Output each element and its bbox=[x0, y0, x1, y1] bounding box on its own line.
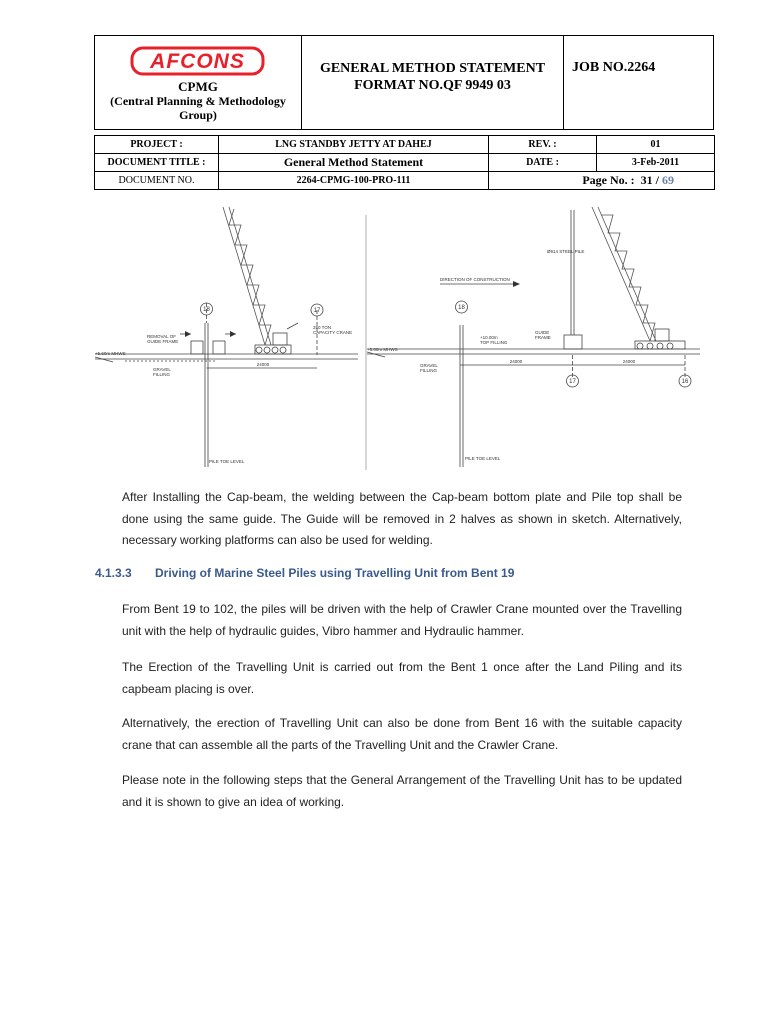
paragraph-welding: After Installing the Cap-beam, the welding between the Cap-beam bottom plate and Pile top shall be done using the same guide. The Guide will be removed in 2 halves as shown in sketch. Alternatively, necessary working platforms can also be used for welding. bbox=[122, 490, 682, 547]
project-value: LNG STANDBY JETTY AT DAHEJ bbox=[219, 136, 489, 154]
direction-label: DIRECTION OF CONSTRUCTION bbox=[440, 277, 510, 282]
right-gravel-label-1: GRAVEL bbox=[420, 363, 438, 368]
right-dim-2: 24000 bbox=[622, 359, 636, 364]
paragraph-alternative: Alternatively, the erection of Travelling Unit can also be done from Bent 16 with the suitable capacity crane that can assemble all the parts of the Travelling Unit and the Crawler Crane. bbox=[122, 716, 682, 752]
header-box bbox=[94, 35, 714, 130]
project-label: PROJECT : bbox=[95, 136, 219, 154]
removal-label-1: REMOVAL OF bbox=[147, 334, 177, 339]
guide-label-1: GUIDE bbox=[535, 330, 550, 335]
paragraph-note: Please note in the following steps that the General Arrangement of the Travelling Unit has to be updated and it is shown to give an idea of working. bbox=[122, 773, 682, 809]
header-job-cell bbox=[564, 36, 713, 129]
left-dim: 24000 bbox=[256, 362, 270, 367]
right-bent-17: 17 bbox=[569, 379, 576, 385]
left-crane-boom bbox=[223, 207, 271, 345]
header-org-cell bbox=[95, 36, 302, 129]
filling-label-2: TOP FILLING bbox=[480, 340, 508, 345]
paragraph-erection: The Erection of the Travelling Unit is carried out from the Bent 1 once after the Land Piling and its capbeam placing is over. bbox=[122, 660, 682, 696]
filling-label-1: +10.00m bbox=[480, 335, 498, 340]
rev-value: 01 bbox=[597, 136, 715, 154]
construction-sketch bbox=[95, 205, 705, 470]
document-heading bbox=[302, 60, 563, 94]
left-arrow-icon bbox=[185, 331, 191, 337]
left-gravel-label-1: GRAVEL bbox=[153, 367, 171, 372]
section-number: 4.1.3.3 bbox=[95, 566, 132, 580]
right-sketch bbox=[367, 210, 700, 467]
right-bent-18: 18 bbox=[458, 305, 465, 311]
date-label: DATE : bbox=[489, 154, 597, 172]
rev-label: REV. : bbox=[489, 136, 597, 154]
doc-title-label: DOCUMENT TITLE : bbox=[95, 154, 219, 172]
right-toe-label: PILE TOE LEVEL bbox=[465, 456, 501, 461]
right-gravel-label-2: FILLING bbox=[420, 368, 438, 373]
removal-label-2: GUIDE FRAME bbox=[147, 339, 179, 344]
left-sketch-labels bbox=[95, 307, 352, 464]
afcons-logo bbox=[130, 46, 265, 76]
page-separator: / bbox=[655, 173, 659, 187]
right-sketch-labels bbox=[367, 249, 689, 461]
section-heading bbox=[95, 566, 514, 580]
page-current: 31 bbox=[640, 173, 653, 187]
document-info-table bbox=[94, 135, 715, 190]
org-name: CPMG bbox=[178, 79, 218, 94]
right-level-label: +5.60m MHWS bbox=[367, 347, 398, 352]
right-bent-16: 16 bbox=[681, 379, 689, 385]
left-bent-18: 18 bbox=[203, 307, 210, 313]
steel-pile-label: Ø914 STEEL PILE bbox=[547, 249, 585, 254]
heading-line-1: GENERAL METHOD STATEMENT bbox=[319, 61, 546, 76]
right-crane-boom bbox=[592, 207, 656, 341]
page-number bbox=[489, 172, 715, 190]
date-value: 3-Feb-2011 bbox=[597, 154, 715, 172]
left-level-label: +5.60m MHWS bbox=[95, 351, 126, 356]
right-dim-1: 24000 bbox=[509, 359, 523, 364]
left-bent-17: 17 bbox=[313, 308, 321, 314]
left-toe-label: PILE TOE LEVEL bbox=[209, 459, 245, 464]
doc-no-value: 2264-CPMG-100-PRO-111 bbox=[219, 172, 489, 190]
org-full-name: (Central Planning & Methodology Group) bbox=[110, 94, 286, 122]
section-title: Driving of Marine Steel Piles using Travelling Unit from Bent 19 bbox=[155, 566, 515, 580]
heading-line-2: FORMAT NO.QF 9949 03 bbox=[354, 78, 511, 93]
doc-title-value: General Method Statement bbox=[219, 154, 489, 172]
page-total: 69 bbox=[662, 173, 674, 187]
guide-label-2: FRAME bbox=[535, 335, 551, 340]
page-label: Page No. : bbox=[582, 173, 635, 187]
crane-label-2: CAPACITY CRANE bbox=[313, 330, 353, 335]
doc-no-label: DOCUMENT NO. bbox=[95, 172, 219, 190]
crane-label-1: 250 TON bbox=[313, 325, 332, 330]
right-arrow-icon bbox=[230, 331, 236, 337]
info-row-docno bbox=[95, 172, 715, 190]
direction-arrow-icon bbox=[513, 281, 520, 287]
info-row-title bbox=[95, 154, 715, 172]
info-row-project bbox=[95, 136, 715, 154]
paragraph-bent-19: From Bent 19 to 102, the piles will be driven with the help of Crawler Crane mounted over the Travelling unit with the help of hydraulic guides, Vibro hammer and Hydraulic hammer. bbox=[122, 602, 682, 638]
header-title-cell bbox=[302, 36, 564, 129]
left-gravel-label-2: FILLING bbox=[153, 372, 171, 377]
job-number: JOB NO.2264 bbox=[572, 60, 656, 75]
logo-text: AFCONS bbox=[150, 50, 245, 73]
